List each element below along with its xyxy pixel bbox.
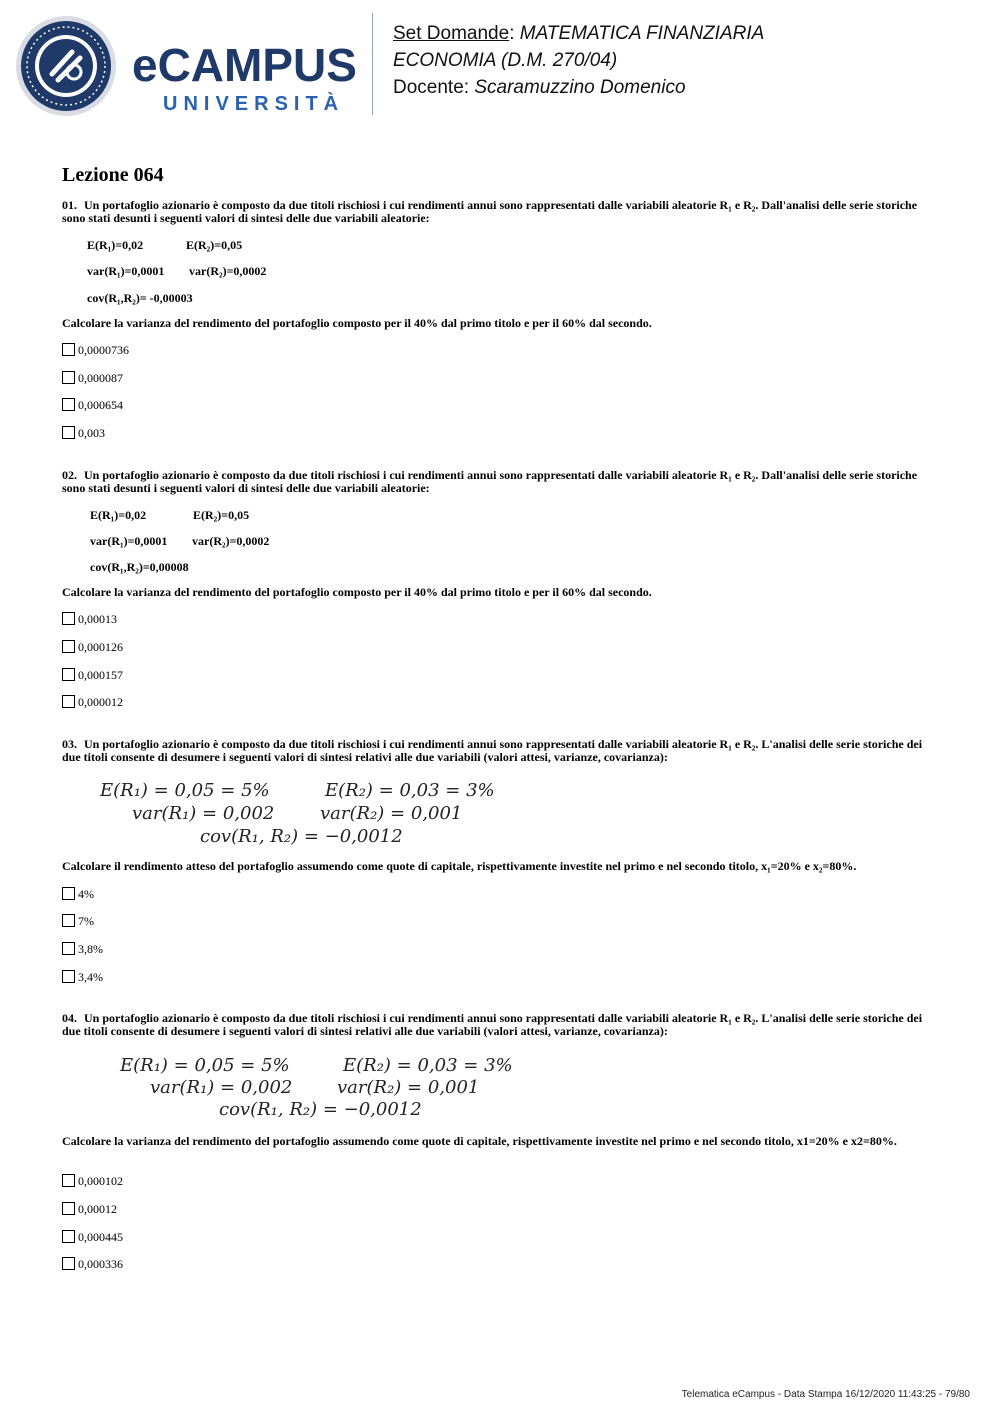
stat-cov: cov(R₁,R₂)= -0,00003 [87,291,193,305]
checkbox[interactable] [62,887,75,900]
answer-option[interactable] [62,371,123,386]
answer-option[interactable] [62,695,123,710]
answer-option[interactable] [62,914,94,929]
brand-subtitle: UNIVERSITÀ [163,93,345,115]
stat-var2: var(R₂)=0,0002 [192,534,270,548]
formula-cov: cov(R₁, R₂) = −0,0012 [200,826,403,847]
formula-var2: var(R₂) = 0,001 [320,803,463,824]
option-label: 0,000087 [78,371,123,385]
answer-option[interactable] [62,887,94,902]
stat-e1: E(R₁)=0,02 [87,238,144,252]
formula-var2: var(R₂) = 0,001 [337,1077,480,1098]
answer-option[interactable] [62,970,103,985]
university-seal-icon [14,14,118,118]
option-label: 0,0000736 [78,343,129,357]
question-body: Un portafoglio azionario è composto da due titoli rischiosi i cui rendimenti annui sono rappresentati dalle variabili aleatorie R₁ e R₂. Dall'analisi delle serie storiche sono stati desunti i seguenti valori di sintesi delle due variabili aleatorie: [62,198,918,225]
formula-e2: E(R₂) = 0,03 = 3% [325,780,495,801]
option-label: 0,00012 [78,1202,117,1216]
answer-option[interactable] [62,612,117,627]
option-label: 7% [78,914,94,928]
answer-option[interactable] [62,1230,123,1245]
question-2-ask: Calcolare la varianza del rendimento del portafoglio composto per il 40% dal primo titolo e per il 60% dal secondo. [62,585,652,599]
stat-e1: E(R₁)=0,02 [90,508,147,522]
checkbox[interactable] [62,942,75,955]
option-label: 3,4% [78,970,103,984]
checkbox[interactable] [62,371,75,384]
checkbox[interactable] [62,1257,75,1270]
question-1-text [62,199,932,225]
teacher-name: Scaramuzzino Domenico [474,77,686,98]
option-label: 0,000445 [78,1230,123,1244]
option-label: 0,000126 [78,640,123,654]
checkbox[interactable] [62,343,75,356]
formula-e2: E(R₂) = 0,03 = 3% [343,1055,513,1076]
answer-option[interactable] [62,668,123,683]
checkbox[interactable] [62,1202,75,1215]
question-3-text [62,738,932,764]
answer-option[interactable] [62,1257,123,1272]
set-value: MATEMATICA FINANZIARIA [519,23,765,44]
ecampus-logo [14,14,364,119]
answer-option[interactable] [62,398,123,413]
formula-e1: E(R₁) = 0,05 = 5% [100,780,270,801]
checkbox[interactable] [62,668,75,681]
formula-cov: cov(R₁, R₂) = −0,0012 [219,1099,422,1120]
page-footer: Telematica eCampus - Data Stampa 16/12/2020 11:43:25 - 79/80 [681,1389,970,1400]
course-line [393,49,617,73]
stat-cov: cov(R₁,R₂)=0,00008 [90,560,189,574]
set-label: Set Domande [393,23,510,44]
stat-e2: E(R₂)=0,05 [186,238,243,252]
option-label: 0,003 [78,426,105,440]
option-label: 0,000654 [78,398,123,412]
option-label: 0,000157 [78,668,123,682]
formula-e1: E(R₁) = 0,05 = 5% [120,1055,290,1076]
checkbox[interactable] [62,914,75,927]
lesson-title: Lezione 064 [62,164,164,186]
question-number: 03. [62,737,77,751]
checkbox[interactable] [62,398,75,411]
question-number: 01. [62,198,77,212]
option-label: 0,000012 [78,695,123,709]
question-number: 02. [62,468,77,482]
stat-e2: E(R₂)=0,05 [193,508,250,522]
option-label: 0,00013 [78,612,117,626]
question-body: Un portafoglio azionario è composto da due titoli rischiosi i cui rendimenti annui sono rappresentati dalle variabili aleatorie R₁ e R₂. L'analisi delle serie storiche dei due titoli consente di desumere i seguenti valori di sintesi relativi alle due variabili (valori attesi, varianze, covarianza): [62,1011,923,1038]
answer-option[interactable] [62,426,105,441]
stat-var2: var(R₂)=0,0002 [189,264,267,278]
option-label: 0,000336 [78,1257,123,1271]
teacher-label: Docente: [393,77,470,98]
teacher-line [393,76,686,100]
header-divider [372,13,373,115]
course-name: ECONOMIA (D.M. 270/04) [393,50,618,71]
question-4-text [62,1012,932,1038]
question-3-ask: Calcolare il rendimento atteso del portafoglio assumendo come quote di capitale, rispettivamente investite nel primo e nel secondo titolo, x₁=20% e x₂=80%. [62,859,857,873]
checkbox[interactable] [62,426,75,439]
formula-var1: var(R₁) = 0,002 [132,803,275,824]
option-label: 3,8% [78,942,103,956]
answer-option[interactable] [62,1202,117,1217]
answer-option[interactable] [62,942,103,957]
question-number: 04. [62,1011,77,1025]
question-body: Un portafoglio azionario è composto da due titoli rischiosi i cui rendimenti annui sono rappresentati dalle variabili aleatorie R₁ e R₂. L'analisi delle serie storiche dei due titoli consente di desumere i seguenti valori di sintesi relativi alle due variabili (valori attesi, varianze, covarianza): [62,737,923,764]
answer-option[interactable] [62,343,129,358]
answer-option[interactable] [62,640,123,655]
stat-var1: var(R₁)=0,0001 [87,264,165,278]
checkbox[interactable] [62,612,75,625]
checkbox[interactable] [62,640,75,653]
checkbox[interactable] [62,1174,75,1187]
question-4-ask: Calcolare la varianza del rendimento del portafoglio assumendo come quote di capitale, rispettivamente investite nel primo e nel secondo titolo, x1=20% e x2=80%. [62,1134,897,1148]
question-1-ask: Calcolare la varianza del rendimento del portafoglio composto per il 40% dal primo titolo e per il 60% dal secondo. [62,316,652,330]
option-label: 4% [78,887,94,901]
formula-var1: var(R₁) = 0,002 [150,1077,293,1098]
question-2-text [62,469,932,495]
option-label: 0,000102 [78,1174,123,1188]
checkbox[interactable] [62,970,75,983]
brand-name: eCAMPUS [132,39,357,91]
question-body: Un portafoglio azionario è composto da due titoli rischiosi i cui rendimenti annui sono rappresentati dalle variabili aleatorie R₁ e R₂. Dall'analisi delle serie storiche sono stati desunti i seguenti valori di sintesi delle due variabili aleatorie: [62,468,918,495]
checkbox[interactable] [62,695,75,708]
answer-option[interactable] [62,1174,123,1189]
checkbox[interactable] [62,1230,75,1243]
stat-var1: var(R₁)=0,0001 [90,534,168,548]
set-domande-line: Set Domande: MATEMATICA FINANZIARIA [393,23,765,44]
